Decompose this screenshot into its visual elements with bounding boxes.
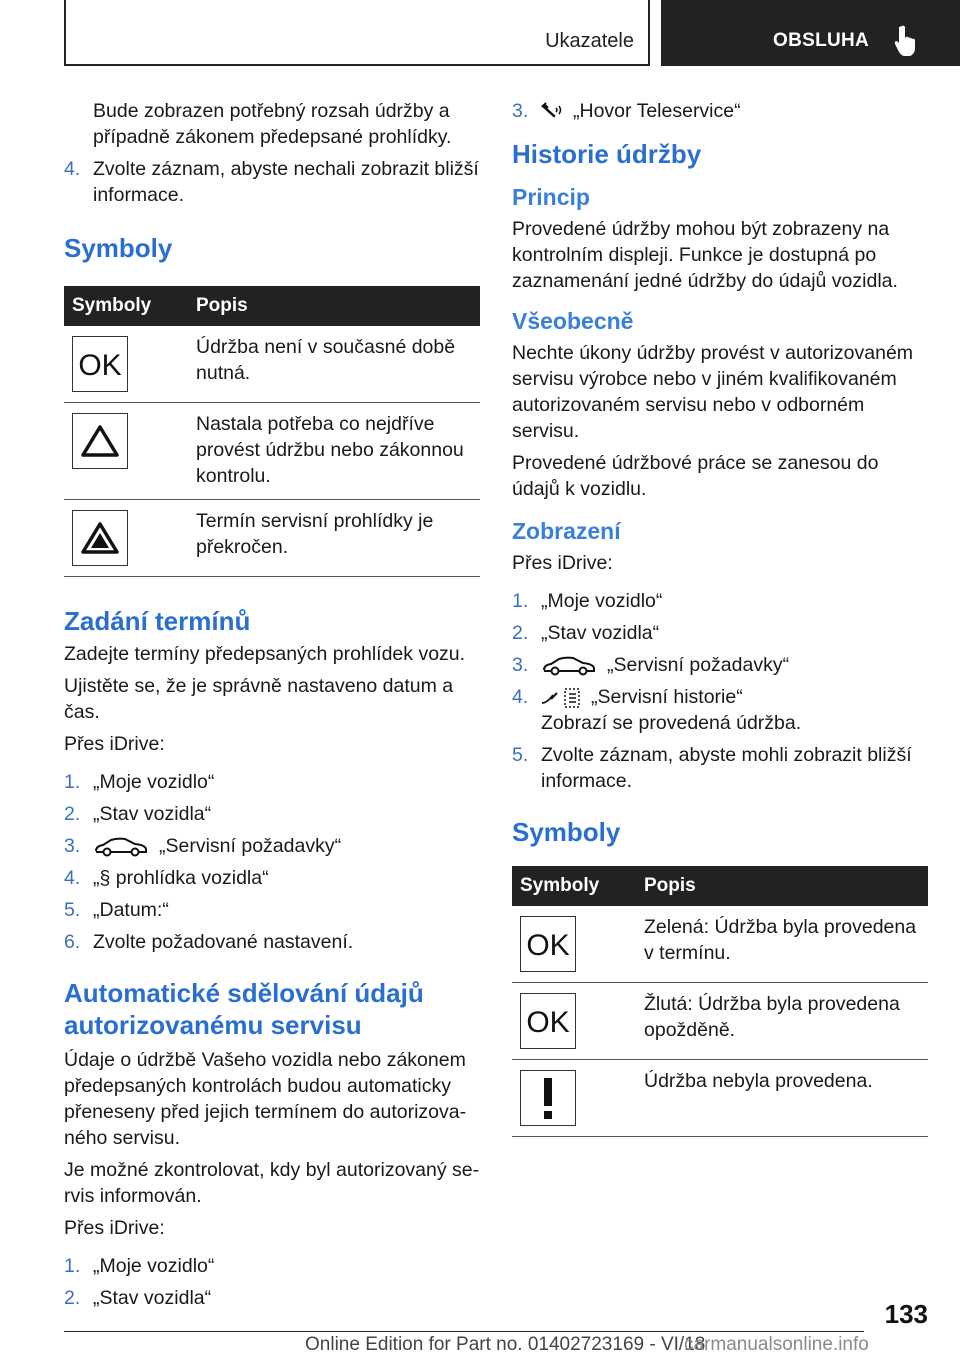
- hand-pointer-icon: [893, 24, 921, 56]
- ok-icon: [520, 993, 576, 1049]
- step-number: 3.: [512, 100, 529, 122]
- dates-paragraph-1: Zadejte termíny předepsaných prohlídek vozu.: [64, 643, 466, 665]
- table-row: [64, 500, 480, 577]
- table-cell-description: Údržba není v současné době nutná.: [188, 326, 480, 403]
- auto-paragraph-3: Přes iDrive:: [64, 1217, 165, 1239]
- auto-paragraph-2: Je možné zkontrolovat, kdy byl autorizovaný servis informován.: [64, 1159, 480, 1207]
- list-item: [64, 865, 480, 891]
- teleservice-steps: [512, 98, 928, 124]
- ok-icon: [520, 916, 576, 972]
- table-header-symbols: Symboly: [64, 286, 188, 326]
- step-number: 3.: [64, 835, 81, 857]
- car-icon: [541, 656, 597, 676]
- header-chapter-label: OBSLUHA: [773, 30, 870, 51]
- step-number: 2.: [512, 622, 529, 644]
- list-item: [64, 801, 480, 827]
- table-row: [64, 326, 480, 403]
- display-paragraph: Přes iDrive:: [512, 552, 613, 574]
- step-number: 4.: [64, 158, 81, 180]
- step-text: Zvolte záznam, abyste mohli zobrazit bližší informace.: [541, 744, 912, 792]
- table-row: [512, 983, 928, 1060]
- footer-divider: [64, 1331, 864, 1332]
- list-item: [512, 588, 928, 614]
- dates-steps: [64, 769, 480, 955]
- general-heading: Všeobecně: [512, 308, 634, 334]
- step-number: 1.: [512, 590, 529, 612]
- dates-heading: Zadání termínů: [64, 606, 251, 636]
- dates-paragraph-2: Ujistěte se, že je správně nastaveno datum a čas.: [64, 675, 454, 723]
- step-number: 4.: [64, 867, 81, 889]
- warning-triangle-filled-icon: [72, 510, 128, 566]
- table-row: [512, 906, 928, 983]
- table-header-description: Popis: [636, 866, 928, 906]
- list-item: [64, 769, 480, 795]
- auto-steps: [64, 1253, 480, 1311]
- table-cell-description: Termín servisní prohlídky je překročen.: [188, 500, 480, 577]
- step-text: „Servisní požadavky“: [159, 835, 342, 857]
- list-item: [512, 620, 928, 646]
- step-number: 2.: [64, 1287, 81, 1309]
- symbols-table-right: [512, 866, 928, 1137]
- display-steps: [512, 588, 928, 794]
- list-item: [64, 1285, 480, 1311]
- ok-icon: [72, 336, 128, 392]
- step-text: Zvolte požadované nastavení.: [93, 931, 354, 953]
- step-text: „Hovor Teleservice“: [573, 100, 741, 122]
- history-heading: Historie údržby: [512, 139, 702, 169]
- auto-paragraph-1: Údaje o údržbě Vašeho vozidla nebo zákonem předepsaných kontrolách budou automaticky přeneseny před jejich termínem do autorizovaného servisu.: [64, 1049, 467, 1149]
- table-row: [512, 1060, 928, 1137]
- page-number: 133: [884, 1299, 928, 1329]
- step-text: „Datum:“: [93, 899, 169, 921]
- table-header-row: [512, 866, 928, 906]
- auto-heading: Automatické sdělování údajů autorizovanému servisu: [64, 978, 424, 1040]
- general-paragraph-1: Nechte úkony údržby provést v autorizovaném servisu výrobce nebo v jiném kvalifikovaném autorizovaném servisu nebo v odborném servisu.: [512, 342, 914, 442]
- step-number: 5.: [64, 899, 81, 921]
- list-item: [512, 652, 928, 678]
- step-text: „Moje vozidlo“: [93, 1255, 215, 1277]
- list-item: [64, 156, 480, 208]
- step-text: Zvolte záznam, abyste nechali zobrazit bližší informace.: [93, 158, 479, 206]
- step-text: „§ prohlídka vozidla“: [93, 867, 269, 889]
- step-text: „Stav vozidla“: [541, 622, 660, 644]
- footer-edition: Online Edition for Part no. 01402723169 - VI/18: [305, 1334, 706, 1355]
- step-number: 1.: [64, 1255, 81, 1277]
- list-item: [64, 929, 480, 955]
- dates-paragraph-3: Přes iDrive:: [64, 733, 165, 755]
- right-column: [512, 98, 928, 1137]
- step-number: 6.: [64, 931, 81, 953]
- symbols-table: [64, 286, 480, 577]
- svg-text:OK: OK: [526, 929, 570, 959]
- symbols-heading: Symboly: [64, 233, 173, 263]
- header-chapter-tab: [661, 0, 960, 66]
- principle-heading: Princip: [512, 184, 590, 210]
- table-header-row: [64, 286, 480, 326]
- step-number: 2.: [64, 803, 81, 825]
- svg-text:OK: OK: [526, 1006, 570, 1036]
- table-cell-description: Údržba nebyla provedena.: [636, 1060, 928, 1137]
- step-number: 3.: [512, 654, 529, 676]
- warning-triangle-icon: [72, 413, 128, 469]
- step-text: „Stav vozidla“: [93, 1287, 212, 1309]
- list-item: [64, 833, 480, 859]
- table-cell-description: Zelená: Údržba byla provedena v termínu.: [636, 906, 928, 983]
- principle-paragraph: Provedené údržby mohou být zobrazeny na kontrolním displeji. Funkce je dostupná po zaznamenání jedné údržby do údajů vozidla.: [512, 218, 898, 292]
- step-text: „Moje vozidlo“: [541, 590, 663, 612]
- table-cell-description: Nastala potřeba co nejdříve provést údržbu nebo zákonnou kontrolu.: [188, 403, 480, 500]
- step-text: „Servisní historie“: [591, 686, 743, 708]
- step-number: 4.: [512, 686, 529, 708]
- step-text: „Stav vozidla“: [93, 803, 212, 825]
- display-heading: Zobrazení: [512, 518, 621, 544]
- step-number: 1.: [64, 771, 81, 793]
- car-icon: [93, 837, 149, 857]
- table-row: [64, 403, 480, 500]
- intro-text: Bude zobrazen potřebný rozsah údržby a případně zákonem předepsané prohlídky.: [93, 100, 452, 148]
- table-cell-description: Žlutá: Údržba byla provedena opožděně.: [636, 983, 928, 1060]
- list-item: [64, 897, 480, 923]
- step-subtext: Zobrazí se provedená údržba.: [541, 712, 802, 734]
- symbols-heading-right: Symboly: [512, 817, 621, 847]
- svg-text:OK: OK: [78, 349, 122, 379]
- footer-watermark: carmanualsonline.info: [684, 1334, 869, 1355]
- wrench-icon: [541, 102, 563, 122]
- step-text: „Moje vozidlo“: [93, 771, 215, 793]
- exclamation-icon: [520, 1070, 576, 1126]
- left-column: [64, 98, 480, 1317]
- step-number: 5.: [512, 744, 529, 766]
- general-paragraph-2: Provedené údržbové práce se zanesou do údajů k vozidlu.: [512, 452, 879, 500]
- list-item: [64, 1253, 480, 1279]
- step-text: „Servisní požadavky“: [607, 654, 790, 676]
- header-section-tab: [64, 0, 650, 66]
- intro-steps: [64, 156, 480, 208]
- list-item: [512, 684, 928, 736]
- list-item: [512, 742, 928, 794]
- list-item: [512, 98, 928, 124]
- table-header-description: Popis: [188, 286, 480, 326]
- header-section-label: Ukazatele: [545, 30, 634, 52]
- service-history-icon: [541, 687, 581, 709]
- table-header-symbols: Symboly: [512, 866, 636, 906]
